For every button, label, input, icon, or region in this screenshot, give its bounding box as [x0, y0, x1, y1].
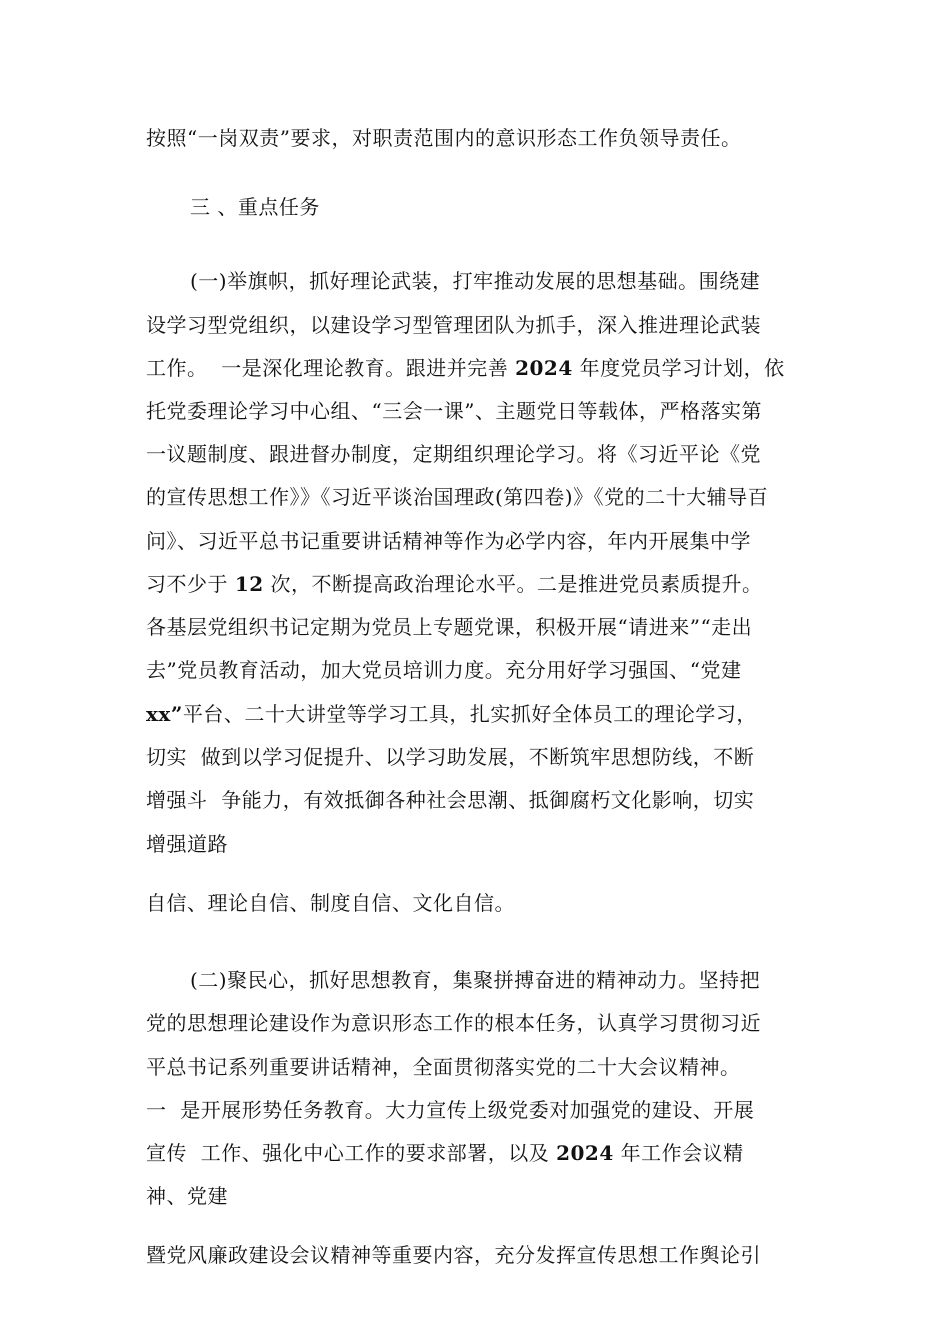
- paragraph-line: 神、党建: [146, 1184, 228, 1208]
- paragraph-line: 增强道路: [146, 832, 228, 856]
- text-line: 按照“一岗双责”要求，对职责范围内的意识形态工作负领导责任。: [146, 126, 742, 150]
- number-run: 2024: [556, 1141, 614, 1165]
- paragraph-line: 切实 做到以学习促提升、以学习助发展，不断筑牢思想防线，不断: [146, 745, 755, 769]
- text-run: 工作。 一是深化理论教育。跟进并完善: [146, 356, 516, 380]
- paragraph-line: [146, 358, 785, 378]
- text-run: 次，不断提高政治理论水平。二是推进党员素质提升。: [263, 572, 763, 596]
- text-run: 平台、二十大讲堂等学习工具，扎实抓好全体员工的理论学习，: [182, 702, 757, 726]
- paragraph-line: 的宣传思想工作》》《习近平谈治国理政(第四卷)》《党的二十大辅导百: [146, 485, 769, 509]
- section-heading: 三 、重点任务: [190, 195, 320, 219]
- paragraph-line: (二)聚民心，抓好思想教育，集聚拼搏奋进的精神动力。坚持把: [190, 968, 761, 992]
- text-run: 年度党员学习计划，依: [572, 356, 785, 380]
- paragraph-line: (一)举旗帜，抓好理论武装，打牢推动发展的思想基础。围绕建: [190, 269, 761, 293]
- text-run: 宣传 工作、强化中心工作的要求部署，以及: [146, 1141, 557, 1165]
- paragraph-line: 平总书记系列重要讲话精神，全面贯彻落实党的二十大会议精神。: [146, 1055, 741, 1079]
- paragraph-line: 设学习型党组织，以建设学习型管理团队为抓手，深入推进理论武装: [146, 313, 761, 337]
- paragraph-line: 各基层党组织书记定期为党员上专题党课，积极开展“请进来”“走出: [146, 615, 753, 639]
- paragraph-line: 党的思想理论建设作为意识形态工作的根本任务，认真学习贯彻习近: [146, 1011, 761, 1035]
- paragraph-line: [146, 704, 757, 724]
- paragraph-line: [146, 1143, 744, 1163]
- paragraph-line: 托党委理论学习中心组、“三会一课”、主题党日等载体，严格落实第: [146, 399, 762, 423]
- text-run: 年工作会议精: [613, 1141, 744, 1165]
- number-run: 2024: [515, 356, 573, 380]
- number-run: xx”: [146, 702, 183, 726]
- paragraph-line: [146, 574, 763, 594]
- paragraph-line: 问》、习近平总书记重要讲话精神等作为必学内容，年内开展集中学: [146, 529, 751, 553]
- paragraph-line: 增强斗 争能力，有效抵御各种社会思潮、抵御腐朽文化影响，切实: [146, 788, 755, 812]
- paragraph-line: 去”党员教育活动，加大党员培训力度。充分用好学习强国、“党建: [146, 658, 742, 682]
- paragraph-line: 一议题制度、跟进督办制度，定期组织理论学习。将《习近平论《党: [146, 442, 761, 466]
- text-run: 习不少于: [146, 572, 235, 596]
- paragraph-line: 一 是开展形势任务教育。大力宣传上级党委对加强党的建设、开展: [146, 1098, 755, 1122]
- paragraph-line: 暨党风廉政建设会议精神等重要内容，充分发挥宣传思想工作舆论引: [146, 1243, 761, 1267]
- paragraph-line: 自信、理论自信、制度自信、文化自信。: [146, 891, 515, 915]
- number-run: 12: [234, 572, 264, 596]
